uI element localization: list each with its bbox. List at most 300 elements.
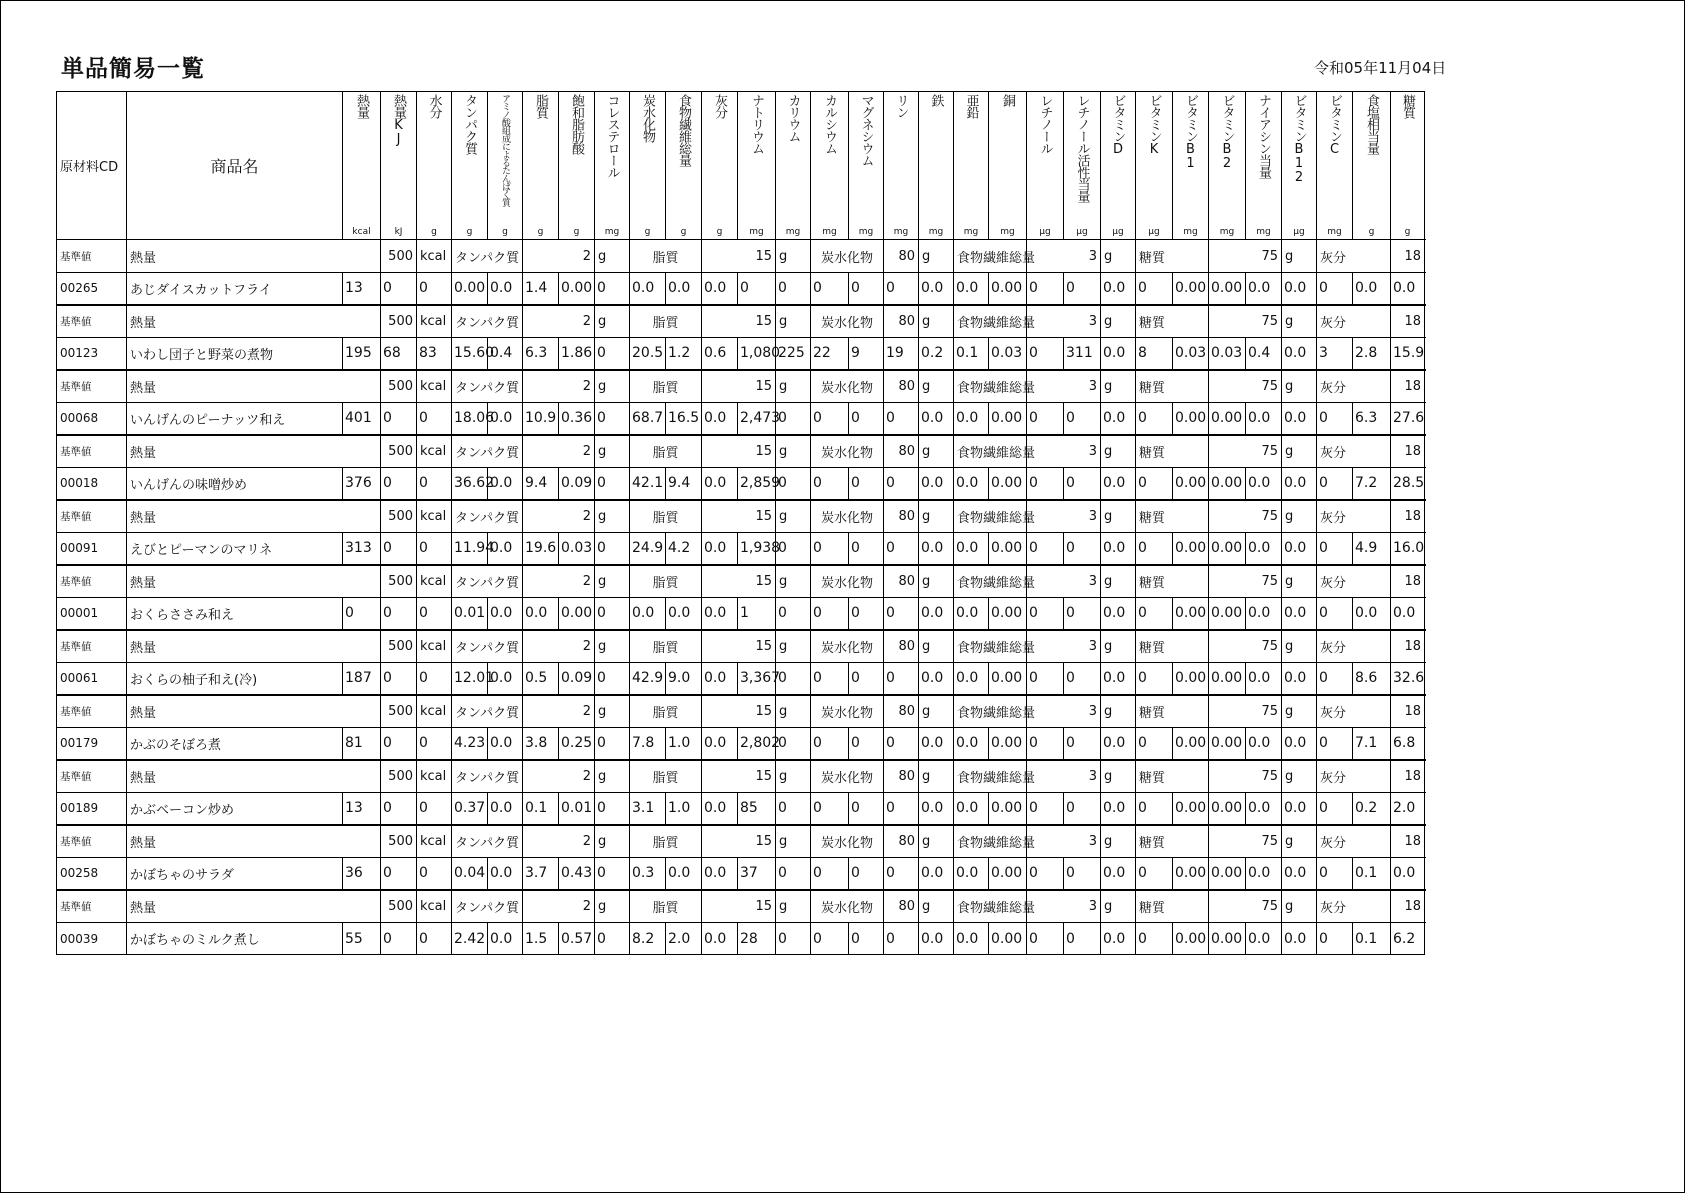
header-col xyxy=(343,92,381,240)
item-value: 0 xyxy=(595,858,630,890)
item-value: 0 xyxy=(1136,403,1173,435)
item-value: 4.9 xyxy=(1353,533,1391,565)
item-value: 0.0 xyxy=(702,923,738,955)
item-value: 9 xyxy=(849,338,884,370)
standard-cell: 2 xyxy=(523,240,595,273)
standard-cell: 500 xyxy=(381,435,417,468)
item-value: 11.94 xyxy=(452,533,488,565)
standard-cell: 脂質 xyxy=(630,695,702,728)
item-value: 1.86 xyxy=(559,338,595,370)
item-value: 7.2 xyxy=(1353,468,1391,500)
standard-cell: 15 xyxy=(702,500,776,533)
item-value: 0.0 xyxy=(488,728,523,760)
standard-cell: 炭水化物 xyxy=(811,565,884,598)
header-col xyxy=(1317,92,1353,240)
standard-cell: 食物繊維総量 xyxy=(954,435,1027,468)
item-value: 0.00 xyxy=(989,793,1027,825)
item-value: 19 xyxy=(884,338,919,370)
standard-cell: g xyxy=(919,240,954,273)
item-value: 0 xyxy=(1064,533,1101,565)
item-value: 8.6 xyxy=(1353,663,1391,695)
header-col-unit: mg xyxy=(1183,227,1198,237)
standard-cell: 3 xyxy=(1027,565,1101,598)
item-cd: 00039 xyxy=(57,923,127,955)
standard-cell: g xyxy=(595,630,630,663)
standard-cell: 脂質 xyxy=(630,500,702,533)
header-col-label: 銅 xyxy=(1000,94,1015,106)
standard-cell: 3 xyxy=(1027,825,1101,858)
item-value: 376 xyxy=(343,468,381,500)
item-value: 0 xyxy=(776,858,811,890)
item-value: 10.9 xyxy=(523,403,559,435)
item-value: 0 xyxy=(1027,858,1064,890)
item-value: 6.8 xyxy=(1391,728,1425,760)
standard-cell: 2 xyxy=(523,825,595,858)
standard-cell: 脂質 xyxy=(630,435,702,468)
item-value: 0.01 xyxy=(452,598,488,630)
item-value: 0.00 xyxy=(559,273,595,305)
standard-cell: 食物繊維総量 xyxy=(954,565,1027,598)
header-col-label: ビタミンB1 xyxy=(1183,94,1198,170)
item-value: 3 xyxy=(1317,338,1353,370)
item-value: 0.1 xyxy=(1353,858,1391,890)
item-value: 0.2 xyxy=(919,338,954,370)
standard-cell: g xyxy=(1282,565,1317,598)
standard-cell: g xyxy=(595,240,630,273)
standard-cell: g xyxy=(919,630,954,663)
standard-cell: kcal xyxy=(417,890,452,923)
item-cd: 00189 xyxy=(57,793,127,825)
standard-cell: g xyxy=(919,370,954,403)
item-value: 0 xyxy=(595,403,630,435)
standard-tag: 基準値 xyxy=(57,760,127,793)
item-value: 0.0 xyxy=(488,923,523,955)
item-value: 22 xyxy=(811,338,849,370)
standard-cell: 糖質 xyxy=(1136,500,1209,533)
standard-cell: g xyxy=(1282,500,1317,533)
item-value: 0 xyxy=(1027,403,1064,435)
header-col-label: レチノール活性当量 xyxy=(1074,94,1090,202)
header-col-label: ビタミンB12 xyxy=(1291,94,1307,184)
header-col-label: 糖質 xyxy=(1400,94,1415,118)
item-value: 0.0 xyxy=(1246,858,1282,890)
header-col-unit: mg xyxy=(928,227,944,237)
header-col-label: 脂質 xyxy=(533,94,548,118)
item-value: 0.0 xyxy=(702,468,738,500)
item-value: 0 xyxy=(1317,533,1353,565)
standard-cell: 15 xyxy=(702,695,776,728)
item-value: 0.0 xyxy=(954,273,989,305)
item-value: 0.00 xyxy=(1209,598,1246,630)
item-value: 0 xyxy=(1064,403,1101,435)
standard-row xyxy=(57,370,1425,403)
standard-cell: 500 xyxy=(381,500,417,533)
item-value: 0 xyxy=(849,533,884,565)
item-value: 0 xyxy=(1064,273,1101,305)
item-value: 0 xyxy=(1317,663,1353,695)
item-value: 0 xyxy=(776,598,811,630)
standard-cell: 灰分 xyxy=(1317,500,1391,533)
item-cd: 00018 xyxy=(57,468,127,500)
item-name: かぼちゃのミルク煮し xyxy=(127,923,343,955)
standard-cell: 脂質 xyxy=(630,305,702,338)
standard-tag: 基準値 xyxy=(57,305,127,338)
standard-cell: 18 xyxy=(1391,760,1425,793)
item-value: 0 xyxy=(417,468,452,500)
standard-cell: g xyxy=(776,565,811,598)
item-value: 0.03 xyxy=(559,533,595,565)
item-value: 0 xyxy=(1317,858,1353,890)
standard-cell: g xyxy=(776,500,811,533)
item-value: 0 xyxy=(776,468,811,500)
standard-cell: 500 xyxy=(381,760,417,793)
header-col xyxy=(452,92,488,240)
item-value: 36 xyxy=(343,858,381,890)
standard-cell: 熱量 xyxy=(127,305,381,338)
item-value: 0 xyxy=(1064,923,1101,955)
item-value: 0.0 xyxy=(1391,598,1425,630)
standard-cell: 500 xyxy=(381,825,417,858)
item-value: 0.00 xyxy=(1173,403,1209,435)
item-value: 0 xyxy=(811,793,849,825)
header-col xyxy=(811,92,849,240)
item-value: 0 xyxy=(884,598,919,630)
item-value: 9.0 xyxy=(666,663,702,695)
item-value: 0 xyxy=(381,273,417,305)
standard-tag: 基準値 xyxy=(57,240,127,273)
standard-cell: g xyxy=(776,305,811,338)
item-value: 0.00 xyxy=(1209,728,1246,760)
item-value: 0 xyxy=(595,793,630,825)
standard-cell: 15 xyxy=(702,890,776,923)
standard-cell: 18 xyxy=(1391,630,1425,663)
standard-cell: 糖質 xyxy=(1136,370,1209,403)
standard-cell: g xyxy=(776,370,811,403)
header-col xyxy=(417,92,452,240)
item-value: 0 xyxy=(417,598,452,630)
standard-cell: kcal xyxy=(417,370,452,403)
item-name: いわし団子と野菜の煮物 xyxy=(127,338,343,370)
item-value: 0 xyxy=(1136,793,1173,825)
item-value: 0.00 xyxy=(1209,858,1246,890)
item-value: 7.8 xyxy=(630,728,666,760)
standard-cell: g xyxy=(1282,695,1317,728)
item-value: 0.00 xyxy=(989,533,1027,565)
item-value: 0.0 xyxy=(954,533,989,565)
item-value: 2,859 xyxy=(738,468,776,500)
standard-tag: 基準値 xyxy=(57,825,127,858)
standard-cell: g xyxy=(1282,825,1317,858)
item-value: 0.0 xyxy=(702,403,738,435)
item-value: 0.0 xyxy=(488,858,523,890)
standard-cell: g xyxy=(595,305,630,338)
item-value: 0.0 xyxy=(1101,923,1136,955)
header-col-label: ナトリウム xyxy=(749,94,764,154)
item-row xyxy=(57,468,1425,500)
standard-cell: g xyxy=(595,565,630,598)
item-value: 0 xyxy=(595,663,630,695)
item-value: 0 xyxy=(849,403,884,435)
standard-cell: 2 xyxy=(523,630,595,663)
standard-row xyxy=(57,825,1425,858)
item-row xyxy=(57,598,1425,630)
item-value: 0.00 xyxy=(989,273,1027,305)
standard-cell: 脂質 xyxy=(630,890,702,923)
standard-cell: g xyxy=(1101,695,1136,728)
item-value: 0 xyxy=(776,923,811,955)
item-value: 68 xyxy=(381,338,417,370)
header-col xyxy=(1136,92,1173,240)
standard-cell: 熱量 xyxy=(127,890,381,923)
item-value: 16.0 xyxy=(1391,533,1425,565)
item-value: 0 xyxy=(417,273,452,305)
item-value: 0 xyxy=(884,728,919,760)
header-col xyxy=(1246,92,1282,240)
header-col xyxy=(1027,92,1064,240)
item-value: 36.62 xyxy=(452,468,488,500)
item-value: 0.1 xyxy=(954,338,989,370)
item-value: 85 xyxy=(738,793,776,825)
standard-cell: 80 xyxy=(884,630,919,663)
standard-tag: 基準値 xyxy=(57,500,127,533)
item-value: 0.0 xyxy=(919,793,954,825)
item-value: 6.3 xyxy=(1353,403,1391,435)
standard-cell: 2 xyxy=(523,890,595,923)
item-value: 0 xyxy=(381,858,417,890)
item-row xyxy=(57,403,1425,435)
item-value: 19.6 xyxy=(523,533,559,565)
header-col xyxy=(849,92,884,240)
standard-cell: kcal xyxy=(417,435,452,468)
standard-cell: 15 xyxy=(702,565,776,598)
standard-cell: 15 xyxy=(702,305,776,338)
header-col-unit: mg xyxy=(1327,227,1342,237)
item-row xyxy=(57,533,1425,565)
item-value: 0 xyxy=(811,728,849,760)
standard-cell: 灰分 xyxy=(1317,695,1391,728)
standard-cell: 灰分 xyxy=(1317,630,1391,663)
item-value: 83 xyxy=(417,338,452,370)
item-row xyxy=(57,858,1425,890)
standard-row xyxy=(57,305,1425,338)
item-value: 0.01 xyxy=(559,793,595,825)
header-col xyxy=(738,92,776,240)
item-value: 0 xyxy=(381,533,417,565)
item-value: 0 xyxy=(884,273,919,305)
standard-cell: 熱量 xyxy=(127,695,381,728)
item-value: 0.0 xyxy=(1353,598,1391,630)
standard-cell: 75 xyxy=(1209,240,1282,273)
item-value: 24.9 xyxy=(630,533,666,565)
item-value: 0 xyxy=(1027,663,1064,695)
standard-cell: 75 xyxy=(1209,435,1282,468)
item-name: いんげんの味噌炒め xyxy=(127,468,343,500)
item-value: 2.42 xyxy=(452,923,488,955)
item-value: 0 xyxy=(595,728,630,760)
header-col xyxy=(595,92,630,240)
item-value: 0.0 xyxy=(919,923,954,955)
standard-cell: g xyxy=(1282,760,1317,793)
standard-row xyxy=(57,630,1425,663)
item-value: 0 xyxy=(1136,728,1173,760)
standard-cell: 75 xyxy=(1209,500,1282,533)
standard-cell: 80 xyxy=(884,695,919,728)
standard-cell: 500 xyxy=(381,305,417,338)
standard-cell: 糖質 xyxy=(1136,240,1209,273)
header-col-unit: mg xyxy=(604,227,620,237)
standard-cell: タンパク質 xyxy=(452,890,523,923)
item-value: 0.0 xyxy=(1101,793,1136,825)
item-value: 0 xyxy=(381,598,417,630)
standard-cell: g xyxy=(1282,305,1317,338)
item-value: 0.0 xyxy=(488,533,523,565)
item-value: 0 xyxy=(811,598,849,630)
item-value: 0 xyxy=(595,468,630,500)
standard-cell: kcal xyxy=(417,825,452,858)
header-col-unit: g xyxy=(644,227,651,237)
item-value: 0.1 xyxy=(1353,923,1391,955)
item-value: 1,080 xyxy=(738,338,776,370)
header-col-unit: kJ xyxy=(394,227,403,237)
standard-cell: 脂質 xyxy=(630,370,702,403)
standard-cell: 食物繊維総量 xyxy=(954,500,1027,533)
item-value: 0 xyxy=(417,403,452,435)
item-value: 0 xyxy=(1064,728,1101,760)
header-col-label: レチノール xyxy=(1037,94,1053,154)
item-value: 0.0 xyxy=(523,598,559,630)
header-col-label: 鉄 xyxy=(928,94,944,106)
item-value: 0.36 xyxy=(559,403,595,435)
item-value: 0.0 xyxy=(954,858,989,890)
item-value: 0.04 xyxy=(452,858,488,890)
item-value: 0.03 xyxy=(1173,338,1209,370)
item-value: 0 xyxy=(417,858,452,890)
standard-cell: 2 xyxy=(523,370,595,403)
item-value: 42.9 xyxy=(630,663,666,695)
item-value: 0 xyxy=(1064,598,1101,630)
item-value: 0 xyxy=(417,533,452,565)
standard-cell: g xyxy=(776,760,811,793)
item-value: 0.00 xyxy=(1209,468,1246,500)
header-col-unit: g xyxy=(537,227,544,237)
standard-cell: g xyxy=(776,825,811,858)
standard-cell: 75 xyxy=(1209,630,1282,663)
header-col-label: タンパク質 xyxy=(462,94,477,154)
standard-cell: 80 xyxy=(884,370,919,403)
item-value: 1.0 xyxy=(666,793,702,825)
standard-cell: 2 xyxy=(523,305,595,338)
standard-row xyxy=(57,435,1425,468)
standard-cell: タンパク質 xyxy=(452,760,523,793)
item-value: 0 xyxy=(811,403,849,435)
header-col-label: 水分 xyxy=(426,94,442,118)
item-name: かぼちゃのサラダ xyxy=(127,858,343,890)
item-value: 0.0 xyxy=(666,858,702,890)
standard-cell: タンパク質 xyxy=(452,630,523,663)
standard-cell: kcal xyxy=(417,240,452,273)
page-title: 単品簡易一覧 xyxy=(61,56,205,82)
item-value: 0 xyxy=(849,923,884,955)
item-value: 0.0 xyxy=(702,663,738,695)
header-col xyxy=(1209,92,1246,240)
item-value: 0.00 xyxy=(1173,858,1209,890)
item-value: 0 xyxy=(1027,923,1064,955)
standard-cell: g xyxy=(595,695,630,728)
standard-cell: g xyxy=(1101,760,1136,793)
item-value: 0 xyxy=(595,598,630,630)
standard-cell: 75 xyxy=(1209,370,1282,403)
header-col-label: マグネシウム xyxy=(858,94,874,166)
item-value: 0 xyxy=(776,728,811,760)
standard-cell: 炭水化物 xyxy=(811,435,884,468)
item-value: 0 xyxy=(1064,663,1101,695)
item-value: 0.00 xyxy=(559,598,595,630)
item-value: 1.0 xyxy=(666,728,702,760)
standard-row xyxy=(57,565,1425,598)
standard-cell: 80 xyxy=(884,760,919,793)
item-cd: 00068 xyxy=(57,403,127,435)
item-value: 0.0 xyxy=(1282,598,1317,630)
item-value: 0.0 xyxy=(1101,533,1136,565)
item-value: 0.0 xyxy=(1282,468,1317,500)
item-value: 0.00 xyxy=(1173,598,1209,630)
item-cd: 00001 xyxy=(57,598,127,630)
standard-cell: g xyxy=(1282,630,1317,663)
item-value: 0.0 xyxy=(702,858,738,890)
item-value: 0 xyxy=(1317,273,1353,305)
standard-cell: 熱量 xyxy=(127,760,381,793)
standard-cell: 糖質 xyxy=(1136,760,1209,793)
item-cd: 00258 xyxy=(57,858,127,890)
header-col-unit: g xyxy=(680,227,687,237)
item-value: 0.0 xyxy=(954,793,989,825)
item-value: 0.00 xyxy=(1173,728,1209,760)
item-value: 0.00 xyxy=(452,273,488,305)
item-value: 0 xyxy=(381,728,417,760)
item-value: 32.6 xyxy=(1391,663,1425,695)
standard-cell: 脂質 xyxy=(630,760,702,793)
header-col-unit: g xyxy=(1368,227,1375,237)
header-col-unit: mg xyxy=(858,227,874,237)
standard-cell: 食物繊維総量 xyxy=(954,630,1027,663)
item-value: 0 xyxy=(595,533,630,565)
item-value: 0.4 xyxy=(488,338,523,370)
header-col-unit: µg xyxy=(1148,227,1160,237)
standard-cell: g xyxy=(919,435,954,468)
item-value: 15.60 xyxy=(452,338,488,370)
standard-cell: g xyxy=(776,435,811,468)
standard-cell: タンパク質 xyxy=(452,240,523,273)
standard-cell: 3 xyxy=(1027,435,1101,468)
standard-cell: タンパク質 xyxy=(452,695,523,728)
item-value: 0 xyxy=(884,923,919,955)
item-value: 0 xyxy=(1027,273,1064,305)
header-col-label: 灰分 xyxy=(712,94,727,118)
item-value: 0.0 xyxy=(1282,338,1317,370)
standard-cell: 熱量 xyxy=(127,630,381,663)
item-value: 0 xyxy=(884,663,919,695)
item-value: 0.0 xyxy=(1246,533,1282,565)
item-value: 0 xyxy=(811,468,849,500)
item-cd: 00179 xyxy=(57,728,127,760)
item-value: 0.00 xyxy=(1173,468,1209,500)
standard-cell: 炭水化物 xyxy=(811,760,884,793)
item-value: 0 xyxy=(381,923,417,955)
item-value: 0.0 xyxy=(1246,793,1282,825)
standard-cell: g xyxy=(1101,305,1136,338)
item-value: 0 xyxy=(884,533,919,565)
standard-cell: 熱量 xyxy=(127,240,381,273)
